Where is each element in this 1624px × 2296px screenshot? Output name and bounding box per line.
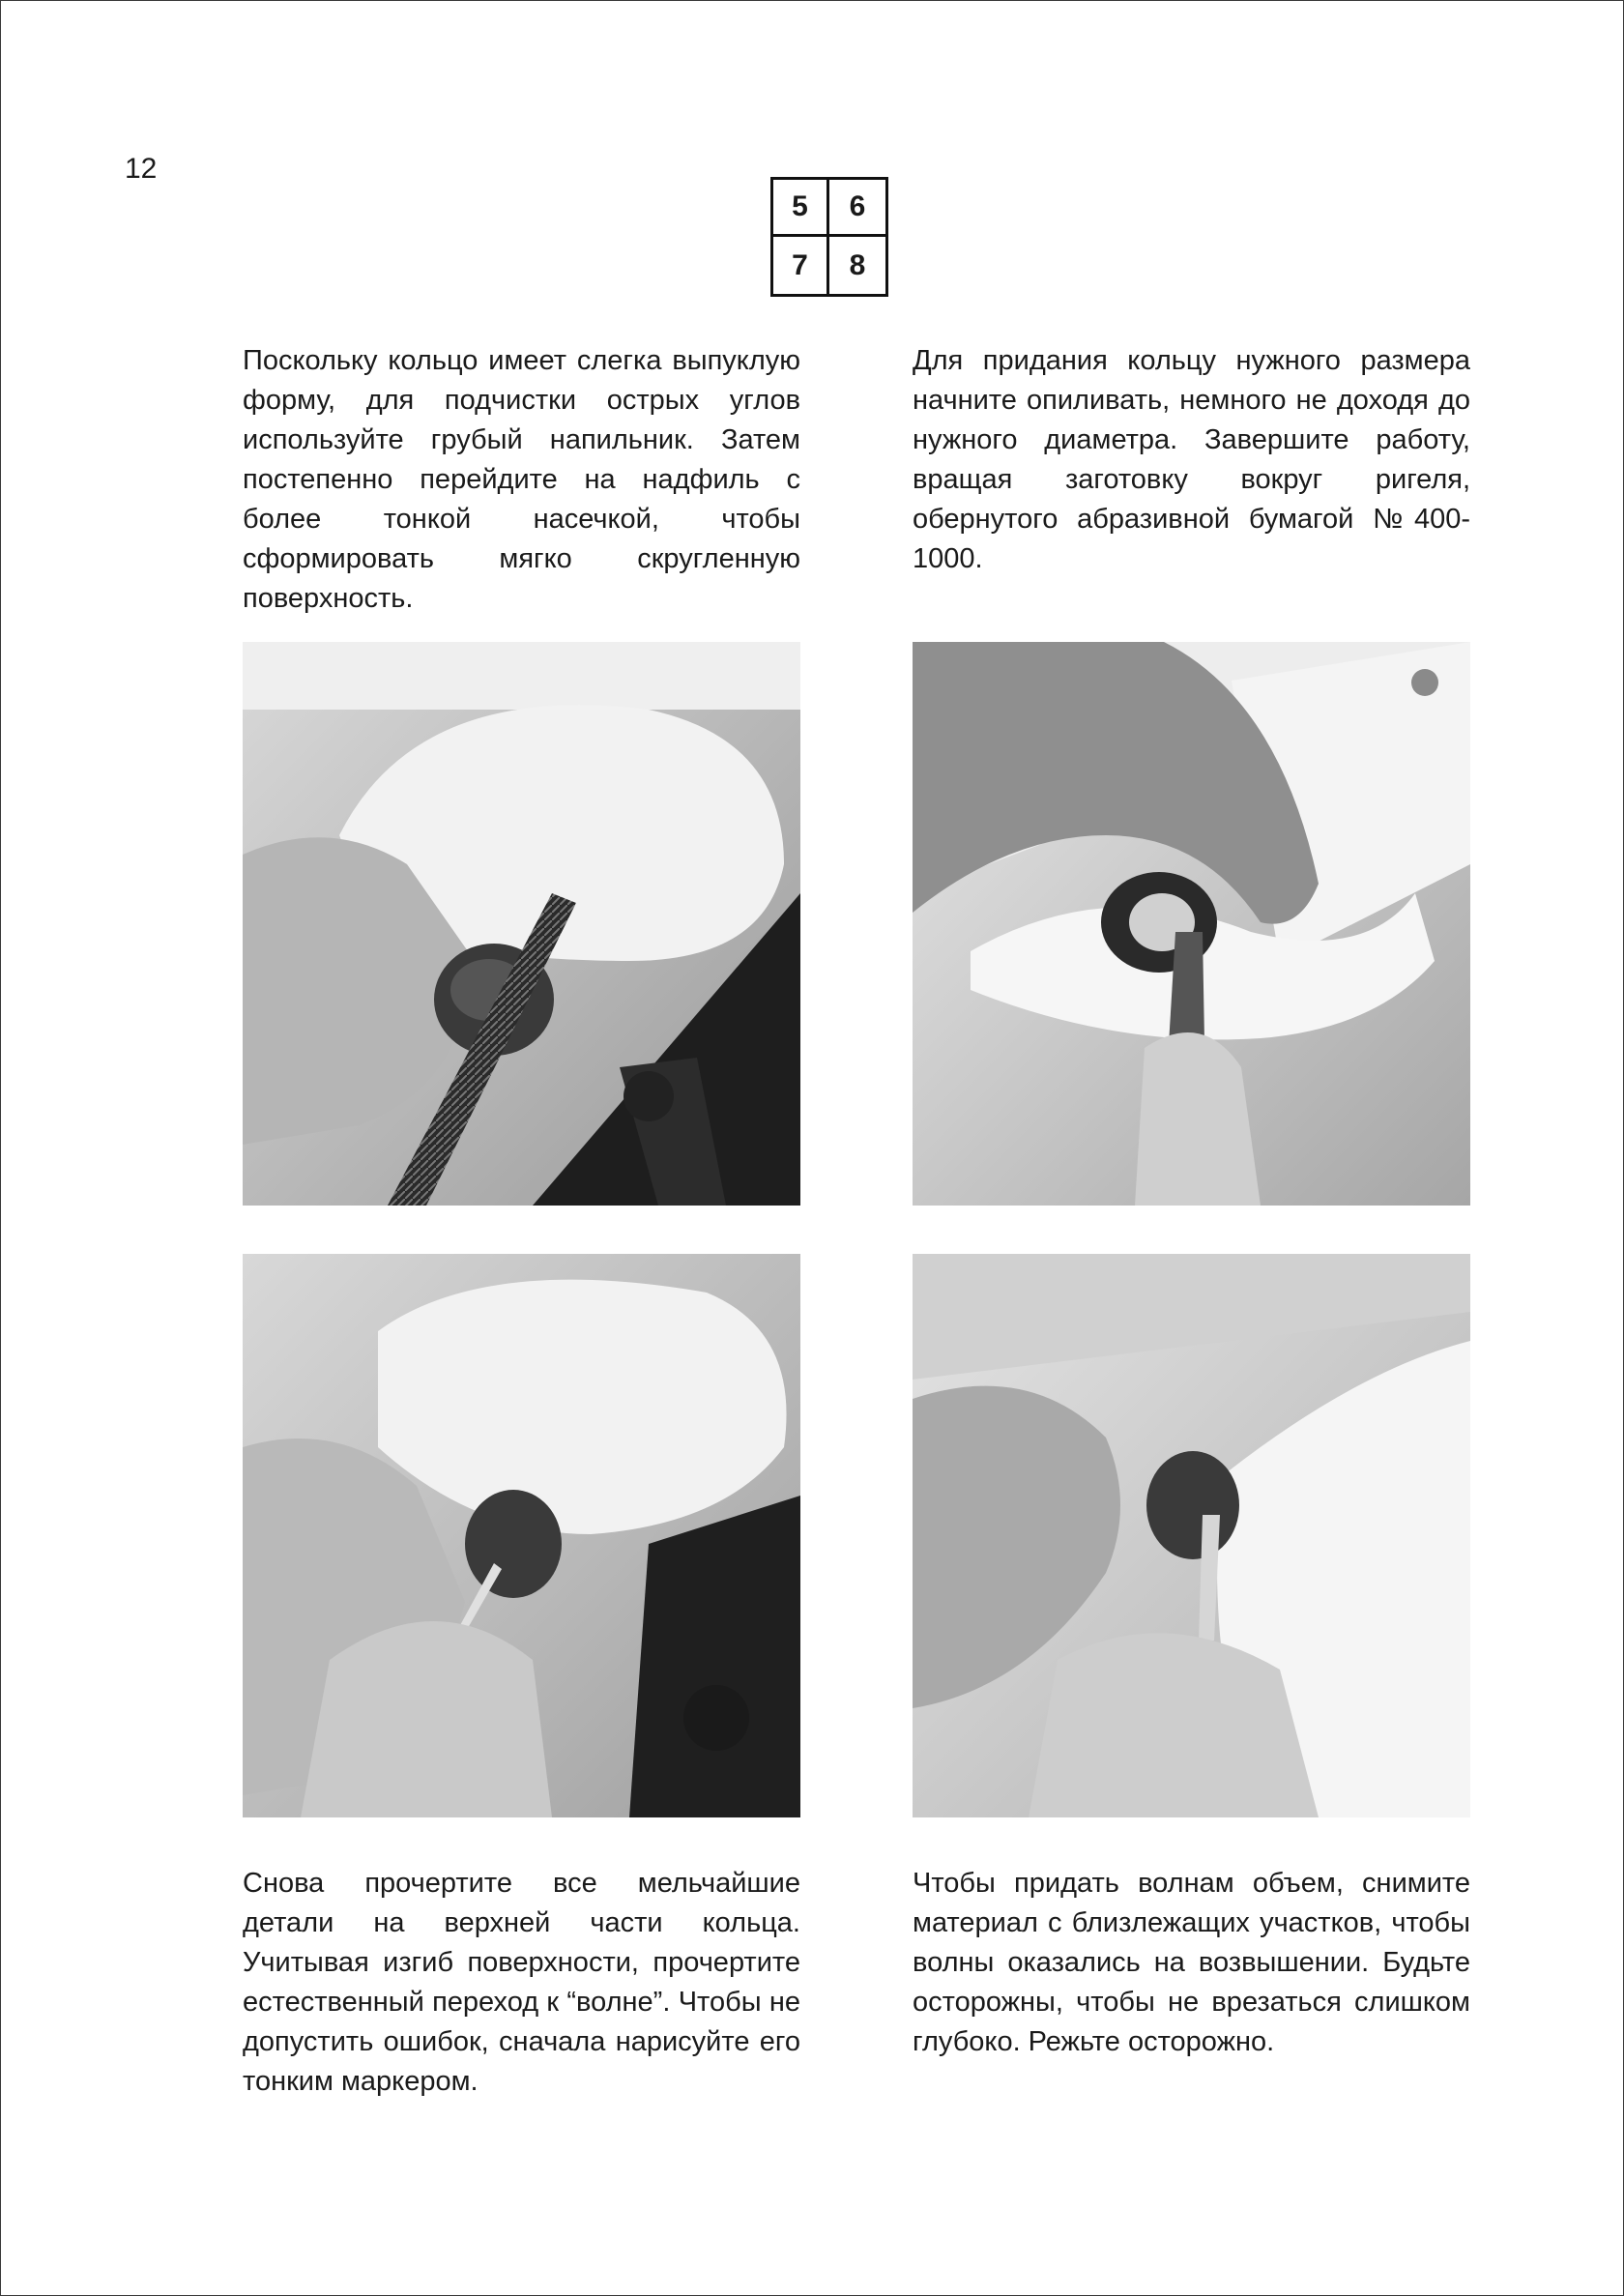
step-text-top-right: Для придания кольцу нужного размера начните опиливать, немного не доходя до нужного диаметра. Завершите работу, вращая заготовку вокруг ригеля, обернутого абразивной бумагой №400-1000. — [913, 345, 1470, 574]
step-text-bottom-left: Снова прочертите все мельчайшие детали на верхней части кольца. Учитывая изгиб поверхности, прочертите естественный переход к “волне”. Чтобы не допустить ошибок, сначала нарисуйте его тонким маркером. — [243, 1868, 800, 2097]
photo-order-cell: 6 — [829, 180, 885, 237]
photo-7-illustration — [243, 1254, 800, 1817]
photo-6-illustration — [913, 642, 1470, 1206]
photo-6-ring-on-mandrel — [913, 642, 1470, 1206]
photo-5-illustration — [243, 642, 800, 1206]
step-text-bottom-right: Чтобы придать волнам объем, снимите материал с близлежащих участков, чтобы волны оказались на возвышении. Будьте осторожны, чтобы не врезаться слишком глубоко. Режьте осторожно. — [913, 1868, 1470, 2057]
photo-order-grid — [770, 177, 888, 297]
page-number: 12 — [125, 153, 158, 185]
photo-8-carving-waves — [913, 1254, 1470, 1817]
photo-8-illustration — [913, 1254, 1470, 1817]
photo-7-engraving — [243, 1254, 800, 1817]
photo-5-rough-file — [243, 642, 800, 1206]
step-text-top-left: Поскольку кольцо имеет слегка выпуклую форму, для подчистки острых углов используйте грубый напильник. Затем постепенно перейдите на надфиль с более тонкой насечкой, чтобы сформировать мягко скругленную поверхность. — [243, 345, 800, 614]
photo-order-cell: 8 — [849, 248, 866, 281]
photo-order-cell: 5 — [773, 180, 829, 237]
photo-order-cell: 7 — [773, 237, 829, 294]
